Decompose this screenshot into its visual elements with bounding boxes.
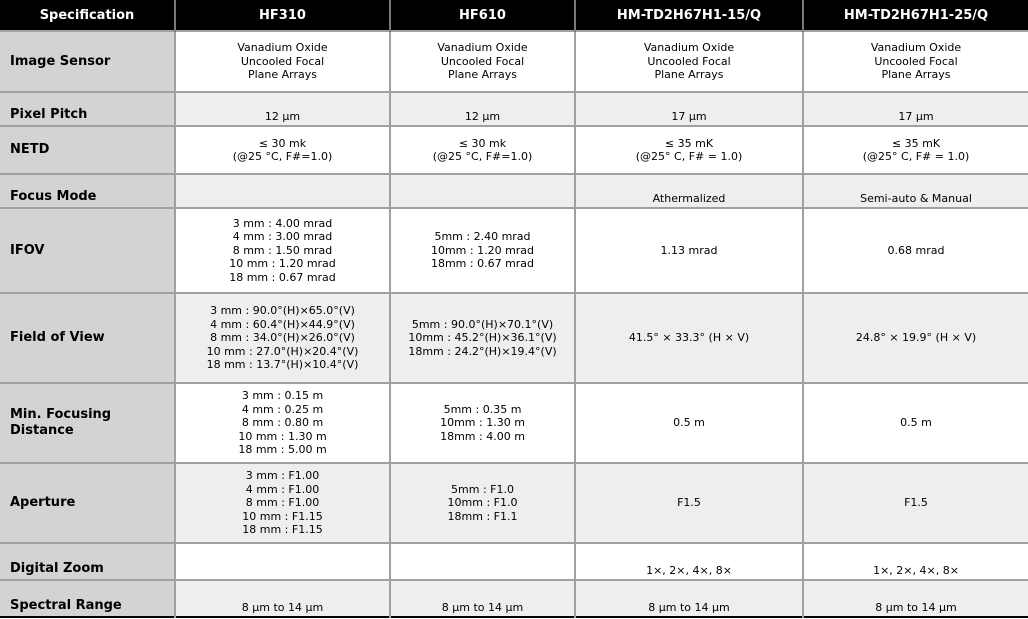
table-cell: Athermalized [575, 174, 803, 208]
table-cell: ≤ 35 mK (@25° C, F# = 1.0) [803, 126, 1028, 174]
table-cell: Vanadium Oxide Uncooled Focal Plane Arrays [175, 31, 390, 92]
table-cell: Vanadium Oxide Uncooled Focal Plane Arrays [803, 31, 1028, 92]
table-row [0, 383, 1028, 463]
row-label: Aperture [0, 463, 175, 543]
row-label: IFOV [0, 208, 175, 293]
table-cell: Semi-auto & Manual [803, 174, 1028, 208]
table-cell: Vanadium Oxide Uncooled Focal Plane Arrays [390, 31, 575, 92]
header-row [0, 0, 1028, 31]
table-cell: 24.8° × 19.9° (H × V) [803, 293, 1028, 383]
row-label: Focus Mode [0, 174, 175, 208]
table-row [0, 293, 1028, 383]
table-cell: 0.5 m [575, 383, 803, 463]
table-row [0, 208, 1028, 293]
table-cell [175, 174, 390, 208]
table-cell: 17 μm [575, 92, 803, 126]
table-cell: 5mm : 2.40 mrad 10mm : 1.20 mrad 18mm : 0.67 mrad [390, 208, 575, 293]
table-cell: 1.13 mrad [575, 208, 803, 293]
row-label: NETD [0, 126, 175, 174]
table-cell: 0.68 mrad [803, 208, 1028, 293]
header-model-hf610: HF610 [390, 0, 575, 31]
row-label: Min. Focusing Distance [0, 383, 175, 463]
table-cell: 3 mm : 0.15 m 4 mm : 0.25 m 8 mm : 0.80 m 10 mm : 1.30 m 18 mm : 5.00 m [175, 383, 390, 463]
row-label: Spectral Range [0, 580, 175, 617]
table-cell: ≤ 30 mk (@25 °C, F#=1.0) [175, 126, 390, 174]
table-row [0, 543, 1028, 580]
table-cell: F1.5 [575, 463, 803, 543]
table-cell: 0.5 m [803, 383, 1028, 463]
header-model-td2h67h1-25q: HM-TD2H67H1-25/Q [803, 0, 1028, 31]
table-row [0, 126, 1028, 174]
table-cell [390, 543, 575, 580]
table-cell [175, 543, 390, 580]
table-cell: 12 μm [175, 92, 390, 126]
row-label: Image Sensor [0, 31, 175, 92]
header-specification: Specification [0, 0, 175, 31]
table-row [0, 92, 1028, 126]
table-cell: 3 mm : 90.0°(H)×65.0°(V) 4 mm : 60.4°(H)×44.9°(V) 8 mm : 34.0°(H)×26.0°(V) 10 mm : 27.0°(H)×20.4°(V) 18 mm : 13.7°(H)×10.4°(V) [175, 293, 390, 383]
header-model-hf310: HF310 [175, 0, 390, 31]
table-cell: 3 mm : F1.00 4 mm : F1.00 8 mm : F1.00 10 mm : F1.15 18 mm : F1.15 [175, 463, 390, 543]
table-cell: 5mm : F1.0 10mm : F1.0 18mm : F1.1 [390, 463, 575, 543]
table-cell: 8 μm to 14 μm [175, 580, 390, 617]
table-row [0, 580, 1028, 617]
table-cell: Vanadium Oxide Uncooled Focal Plane Arrays [575, 31, 803, 92]
table-cell: ≤ 35 mK (@25° C, F# = 1.0) [575, 126, 803, 174]
table-cell: 8 μm to 14 μm [390, 580, 575, 617]
table-cell: 1×, 2×, 4×, 8× [575, 543, 803, 580]
table-row [0, 174, 1028, 208]
row-label: Pixel Pitch [0, 92, 175, 126]
table-cell: F1.5 [803, 463, 1028, 543]
table-cell: 8 μm to 14 μm [575, 580, 803, 617]
table-cell: 8 μm to 14 μm [803, 580, 1028, 617]
table-cell: ≤ 30 mk (@25 °C, F#=1.0) [390, 126, 575, 174]
table-cell: 1×, 2×, 4×, 8× [803, 543, 1028, 580]
table-row [0, 31, 1028, 92]
table-cell: 3 mm : 4.00 mrad 4 mm : 3.00 mrad 8 mm : 1.50 mrad 10 mm : 1.20 mrad 18 mm : 0.67 mrad [175, 208, 390, 293]
table-cell [390, 174, 575, 208]
row-label: Digital Zoom [0, 543, 175, 580]
table-row [0, 463, 1028, 543]
table-cell: 5mm : 0.35 m 10mm : 1.30 m 18mm : 4.00 m [390, 383, 575, 463]
row-label: Field of View [0, 293, 175, 383]
table-cell: 12 μm [390, 92, 575, 126]
header-model-td2h67h1-15q: HM-TD2H67H1-15/Q [575, 0, 803, 31]
table-cell: 17 μm [803, 92, 1028, 126]
table-cell: 41.5° × 33.3° (H × V) [575, 293, 803, 383]
table-cell: 5mm : 90.0°(H)×70.1°(V) 10mm : 45.2°(H)×36.1°(V) 18mm : 24.2°(H)×19.4°(V) [390, 293, 575, 383]
